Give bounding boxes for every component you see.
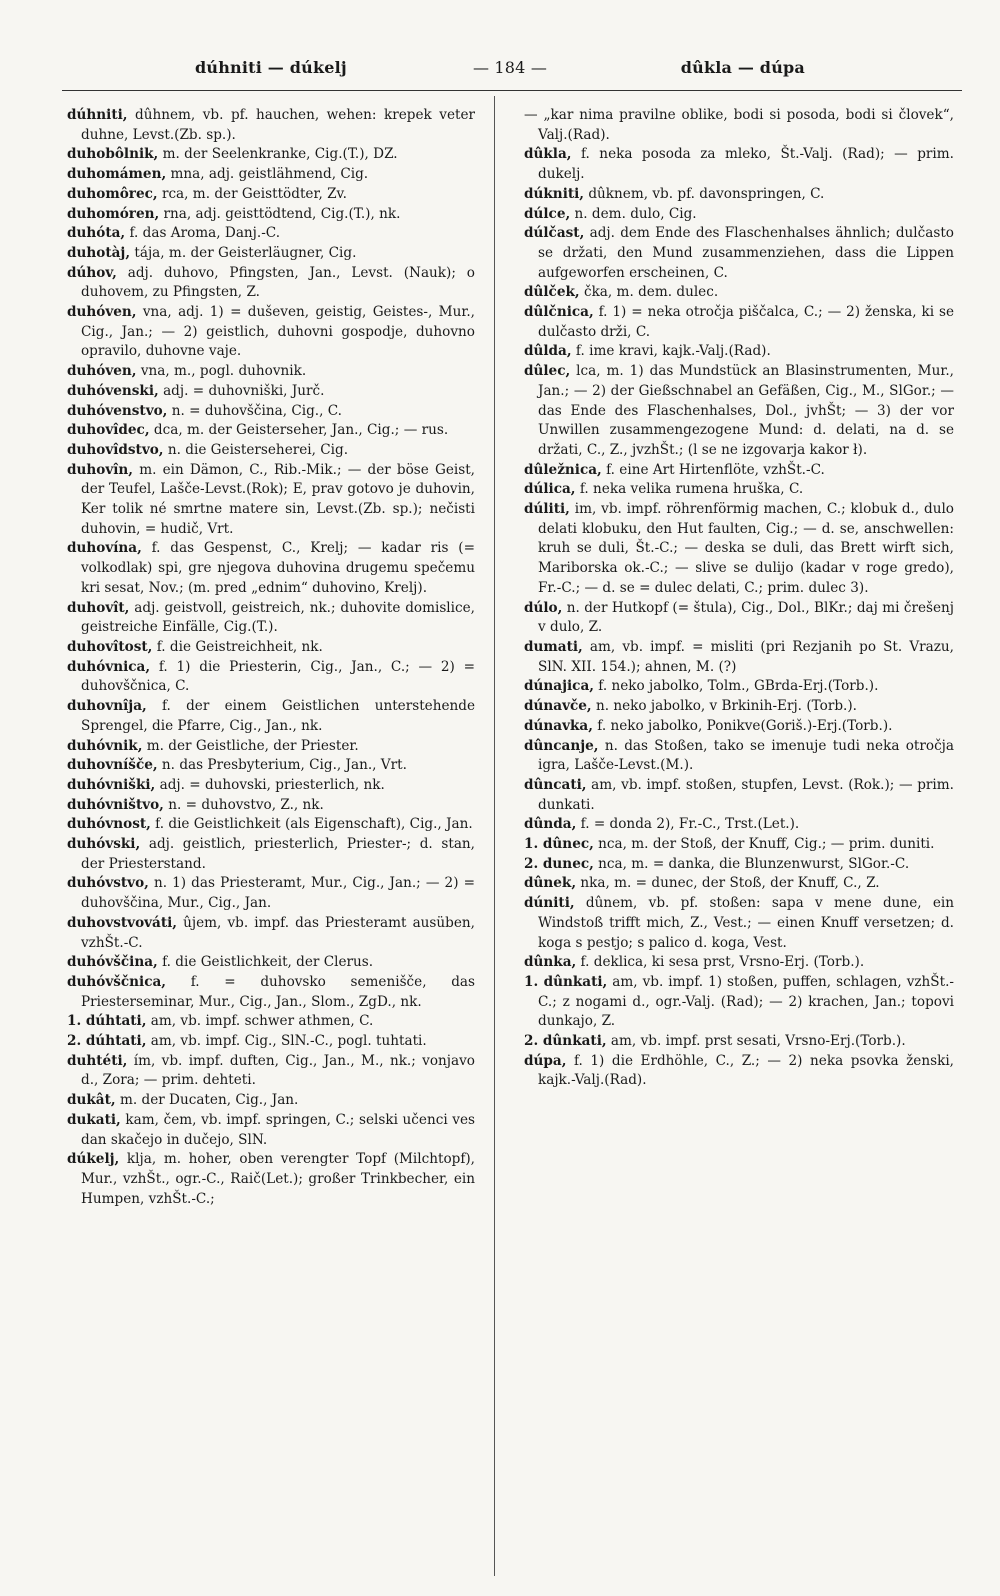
entry-definition: f. neka velika rumena hruška, C. [575, 481, 804, 498]
entry-headword: dûnka, [524, 954, 577, 971]
entry-headword: duhóvski, [67, 836, 141, 853]
entry-headword: dûncanje, [524, 737, 599, 754]
entry-definition: n. das Stoßen, tako se imenuje tudi neka otročja igra, Lašče-Levst.(M.). [538, 737, 954, 774]
entry-definition: rna, adj. geisttödtend, Cig.(T.), nk. [159, 205, 401, 222]
entry-definition: adj. geistlich, priesterlich, Priester-; d. stan, der Priesterstand. [81, 836, 475, 872]
dictionary-entry [524, 973, 954, 1032]
entry-definition: am, vb. impf. schwer athmen, C. [146, 1013, 374, 1030]
dictionary-entry [67, 815, 475, 835]
dictionary-entry [67, 165, 475, 185]
entry-definition: am, vb. impf. 1) stoßen, puffen, schlagen, vzhŠt.-C.; z nogami d., ogr.-Valj. (Rad); — 2) krachen, Jan.; topovi dunkajo, Z. [538, 973, 954, 1030]
entry-definition: vna, m., pogl. duhovnik. [136, 363, 307, 380]
entry-definition: f. der einem Geistlichen unterstehende Sprengel, die Pfarre, Cig., Jan., nk. [81, 698, 475, 734]
dictionary-entry [524, 855, 954, 875]
dictionary-entry [67, 1032, 475, 1052]
entry-definition: rca, m. der Geisttödter, Zv. [157, 185, 347, 202]
entry-headword: dúnajica, [524, 678, 594, 695]
entry-headword: dúnavče, [524, 698, 592, 715]
entry-headword: dúliti, [524, 501, 570, 518]
dictionary-entry [524, 1032, 954, 1052]
dictionary-entry [67, 303, 475, 362]
entry-headword: duhóvstvo, [67, 875, 149, 892]
entry-headword: dúlce, [524, 205, 571, 222]
dictionary-entry [524, 224, 954, 283]
dictionary-entry [524, 145, 954, 184]
entry-headword: dûležnica, [524, 461, 602, 478]
entry-definition: klja, m. hoher, oben verengter Topf (Milchtopf), Mur., vzhŠt., ogr.-C., Raič(Let.); großer Trinkbecher, ein Humpen, vzhŠt.-C.; [81, 1151, 475, 1207]
entry-definition: nca, m. der Stoß, der Knuff, Cig.; — prim. duniti. [593, 836, 935, 853]
entry-definition: mna, adj. geistlähmend, Cig. [166, 166, 369, 183]
dictionary-entry [67, 1091, 475, 1111]
entry-headword: dûlček, [524, 284, 580, 301]
entry-definition: f. die Geistlichkeit (als Eigenschaft), Cig., Jan. [150, 816, 473, 833]
entry-definition: m. der Geistliche, der Priester. [142, 737, 359, 754]
entry-headword: dûncati, [524, 776, 587, 793]
entry-headword: dúnavka, [524, 717, 593, 734]
entry-headword: 2. dûnkati, [524, 1033, 607, 1050]
entry-headword: dúkelj, [67, 1151, 120, 1168]
entry-definition: n. = duhovščina, Cig., C. [167, 402, 343, 419]
entry-headword: duhomóren, [67, 205, 160, 222]
dictionary-entry [524, 894, 954, 953]
entry-definition: adj. = duhovski, priesterlich, nk. [155, 776, 385, 793]
entry-headword: duhotàj, [67, 244, 131, 261]
entry-headword: dûlda, [524, 343, 572, 360]
dictionary-entry [524, 599, 954, 638]
dictionary-entry [524, 342, 954, 362]
entry-definition: n. der Hutkopf (= štula), Cig., Dol., BlKr.; daj mi črešenj v dulo, Z. [538, 599, 954, 636]
entry-headword: duhovstvováti, [67, 914, 178, 931]
entry-definition: kam, čem, vb. impf. springen, C.; selski učenci ves dan skačejo in dučejo, SlN. [81, 1111, 475, 1148]
header-rule [62, 90, 962, 91]
entry-headword: duhóvenstvo, [67, 402, 168, 419]
dictionary-entry [524, 205, 954, 225]
dictionary-entry [67, 461, 475, 540]
dictionary-entry [67, 658, 475, 697]
header-right-range: dûkla — dúpa [680, 58, 805, 77]
entry-definition: f. die Geistreichheit, nk. [152, 638, 323, 655]
entry-headword: duhóvščina, [67, 954, 158, 971]
entry-headword: duhóvnik, [67, 737, 143, 754]
dictionary-entry [67, 737, 475, 757]
entry-definition: am, vb. impf. Cig., SlN.-C., pogl. tuhtati. [146, 1033, 427, 1050]
entry-headword: 1. dûnkati, [524, 973, 608, 990]
entry-definition: f. eine Art Hirtenflöte, vzhŠt.-C. [601, 461, 825, 478]
entry-definition: f. ime kravi, kajk.-Valj.(Rad). [571, 343, 771, 360]
entry-headword: dúhniti, [67, 107, 128, 123]
dictionary-entry [524, 874, 954, 894]
entry-headword: dúpa, [524, 1052, 567, 1069]
entry-headword: duhóven, [67, 304, 137, 321]
entry-headword: duhovît, [67, 599, 130, 616]
entry-headword: duhovníšče, [67, 757, 158, 774]
entry-definition: dûknem, vb. pf. davonspringen, C. [584, 185, 825, 202]
entry-definition: adj. dem Ende des Flaschenhalses ähnlich; dulčasto se držati, den Mund zusammenziehen, dass die Lippen aufgeworfen erscheinen, C. [538, 225, 954, 281]
dictionary-entry [67, 185, 475, 205]
entry-definition: f. 1) die Erdhöhle, C., Z.; — 2) neka psovka ženski, kajk.-Valj.(Rad). [538, 1052, 954, 1089]
dictionary-entry [67, 205, 475, 225]
entry-headword: dukati, [67, 1111, 121, 1128]
right-column [524, 106, 954, 1091]
dictionary-entry [67, 145, 475, 165]
entry-definition: m. der Ducaten, Cig., Jan. [115, 1092, 299, 1109]
entry-headword: duhobôlnik, [67, 146, 159, 163]
dictionary-entry [67, 835, 475, 874]
dictionary-entry [67, 1052, 475, 1091]
dictionary-entry [524, 737, 954, 776]
dictionary-entry [67, 638, 475, 658]
entry-headword: dúlo, [524, 599, 563, 616]
dictionary-entry [524, 1052, 954, 1091]
entry-headword: duhóvništvo, [67, 796, 164, 813]
entry-definition: f. = donda 2), Fr.-C., Trst.(Let.). [576, 816, 800, 833]
page-number: — 184 — [472, 58, 548, 77]
entry-headword: duhóven, [67, 363, 137, 380]
dictionary-entry [67, 914, 475, 953]
dictionary-entry [67, 874, 475, 913]
dictionary-entry [524, 835, 954, 855]
entry-headword: dúkniti, [524, 185, 585, 202]
dictionary-entry [67, 756, 475, 776]
entry-definition: n. 1) das Priesteramt, Mur., Cig., Jan.; — 2) = duhovščina, Mur., Cig., Jan. [81, 875, 475, 912]
entry-definition: f. 1) = neka otročja piščalca, C.; — 2) ženska, ki se dulčasto drži, C. [538, 304, 954, 340]
dictionary-entry [67, 106, 475, 145]
dictionary-entry [67, 599, 475, 638]
entry-headword: dúniti, [524, 895, 575, 912]
entry-definition: n. neko jabolko, v Brkinih-Erj. (Torb.). [591, 698, 857, 715]
entry-definition: n. das Presbyterium, Cig., Jan., Vrt. [157, 757, 407, 774]
entry-definition: f. die Geistlichkeit, der Clerus. [157, 954, 374, 971]
dictionary-entry [524, 303, 954, 342]
entry-definition: nka, m. = dunec, der Stoß, der Knuff, C., Z. [576, 875, 880, 892]
dictionary-entry [67, 244, 475, 264]
entry-definition: ím, vb. impf. duften, Cig., Jan., M., nk.; vonjavo d., Zora; — prim. dehteti. [81, 1052, 475, 1089]
entry-definition: adj. geistvoll, geistreich, nk.; duhovite domislice, geistreiche Einfälle, Cig.(T.). [81, 599, 475, 636]
dictionary-entry [524, 362, 954, 461]
dictionary-entry [67, 224, 475, 244]
entry-definition: čka, m. dem. dulec. [579, 284, 719, 301]
dictionary-entry [67, 441, 475, 461]
entry-headword: duhóvščnica, [67, 973, 167, 990]
dictionary-entry [524, 480, 954, 500]
entry-definition: vna, adj. 1) = duševen, geistig, Geistes-, Mur., Cig., Jan.; — 2) geistlich, duhovni gospodje, duhovno opravilo, duhovne vaje. [81, 304, 475, 360]
dictionary-entry [67, 776, 475, 796]
entry-definition: m. ein Dämon, C., Rib.-Mik.; — der böse Geist, der Teufel, Lašče-Levst.(Rok); E, prav gotovo je duhovin, Ker tolik né smrtne matere sin, Levst.(Zb. sp.); nečisti duhovin, = hudič, Vrt. [81, 461, 475, 537]
dictionary-entry [524, 717, 954, 737]
entry-headword: dûlec, [524, 363, 571, 380]
dictionary-entry [67, 1150, 475, 1209]
entry-headword: dúhov, [67, 264, 117, 281]
left-column [67, 106, 475, 1209]
entry-definition: f. das Aroma, Danj.-C. [125, 225, 281, 242]
entry-headword: duhóvniški, [67, 776, 156, 793]
dictionary-entry [67, 953, 475, 973]
entry-headword: duhomôrec, [67, 185, 158, 202]
entry-headword: 2. dúhtati, [67, 1033, 147, 1050]
entry-definition: f. = duhovsko semenišče, das Priesterseminar, Mur., Cig., Jan., Slom., ZgD., nk. [81, 973, 475, 1010]
entry-definition: f. neko jabolko, Ponikve(Goriš.)-Erj.(Torb.). [592, 717, 893, 734]
entry-definition: adj. = duhovniški, Jurč. [158, 382, 325, 399]
entry-headword: dumati, [524, 638, 583, 655]
entry-headword: dúlčast, [524, 225, 585, 242]
dictionary-entry [524, 697, 954, 717]
dictionary-entry [67, 402, 475, 422]
entry-headword: dûnek, [524, 875, 577, 892]
entry-headword: duhovîdec, [67, 422, 150, 439]
entry-headword: duhovîn, [67, 461, 134, 478]
entry-definition: dûhnem, vb. pf. hauchen, wehen: krepek veter duhne, Levst.(Zb. sp.). [81, 107, 475, 143]
entry-headword: duhóvnica, [67, 658, 151, 675]
entry-definition: m. der Seelenkranke, Cig.(T.), DZ. [158, 146, 398, 163]
entry-headword: 1. dúhtati, [67, 1013, 147, 1030]
dictionary-entry [67, 264, 475, 303]
dictionary-entry [67, 539, 475, 598]
entry-headword: duhomámen, [67, 166, 167, 183]
dictionary-entry [67, 1111, 475, 1150]
dictionary-entry [524, 283, 954, 303]
dictionary-entry [524, 815, 954, 835]
entry-definition: — „kar nima pravilne oblike, bodi si posoda, bodi si človek“, Valj.(Rad). [524, 107, 954, 143]
entry-definition: am, vb. impf. = misliti (pri Rezjanih po St. Vrazu, SlN. XII. 154.); ahnen, M. (?) [538, 638, 954, 675]
entry-definition: lca, m. 1) das Mundstück an Blasinstrumenten, Mur., Jan.; — 2) der Gießschnabel an Gefäßen, Cig., M., SlGor.; — das Ende des Flaschenhalses, Dol., jvhŠt; — 3) der vor Unwillen zusammengezogene Mund: d. delati, na d. se držati, C., Z., jvzhŠt.; (l se ne izgovarja kakor ł). [538, 363, 954, 458]
entry-headword: 2. dunec, [524, 855, 594, 872]
header-left-range: dúhniti — dúkelj [195, 58, 347, 77]
entry-headword: dûnda, [524, 816, 577, 833]
entry-definition: dûnem, vb. pf. stoßen: sapa v mene dune, ein Windstoß trifft mich, Z., Vest.; — einen Knuff versetzen; d. koga s pestjo; s palico d. koga, Vest. [538, 895, 954, 951]
dictionary-entry [524, 638, 954, 677]
dictionary-entry [524, 185, 954, 205]
dictionary-entry [67, 421, 475, 441]
entry-definition: n. dem. dulo, Cig. [570, 205, 697, 222]
dictionary-entry [67, 973, 475, 1012]
entry-headword: 1. dûnec, [524, 836, 594, 853]
entry-definition: f. 1) die Priesterin, Cig., Jan., C.; — 2) = duhovščnica, C. [81, 658, 475, 695]
entry-headword: duhovnîja, [67, 698, 147, 715]
entry-headword: dukât, [67, 1092, 116, 1109]
dictionary-entry [524, 106, 954, 145]
column-divider [494, 96, 495, 1576]
entry-definition: am, vb. impf. stoßen, stupfen, Levst. (Rok.); — prim. dunkati. [538, 776, 954, 813]
dictionary-entry [524, 500, 954, 599]
dictionary-entry [524, 461, 954, 481]
dictionary-entry [524, 776, 954, 815]
dictionary-entry [67, 1012, 475, 1032]
entry-definition: f. neko jabolko, Tolm., GBrda-Erj.(Torb.). [593, 678, 879, 695]
entry-definition: im, vb. impf. röhrenförmig machen, C.; klobuk d., dulo delati klobuku, den Hut faulten, Cig.; — d. se, anschwellen: kruh se duli, Št.-C.; — deska se duli, das Brett wirft sich, Mariborska ok.-C.; — slive se dulijo (kadar v roge gredo), Fr.-C.; — d. se = dulec delati, C.; prim. dulec 3). [538, 501, 954, 596]
entry-headword: duhóta, [67, 225, 126, 242]
entry-headword: dúlica, [524, 481, 576, 498]
dictionary-entry [524, 953, 954, 973]
entry-headword: dûlčnica, [524, 304, 594, 321]
entry-headword: duhovîdstvo, [67, 441, 164, 458]
entry-definition: f. das Gespenst, C., Krelj; — kadar ris (= volkodlak) spi, gre njegova duhovina drugemu spečemu kri sesat, Nov.; (m. pred „ednim“ duhovino, Krelj). [81, 540, 475, 596]
dictionary-entry [524, 677, 954, 697]
entry-definition: f. neka posoda za mleko, Št.-Valj. (Rad); — prim. dukelj. [538, 146, 954, 183]
dictionary-entry [67, 796, 475, 816]
entry-definition: dca, m. der Geisterseher, Jan., Cig.; — rus. [149, 422, 449, 439]
entry-headword: duhtéti, [67, 1052, 128, 1069]
entry-headword: duhóvenski, [67, 382, 159, 399]
entry-headword: duhovîtost, [67, 638, 153, 655]
dictionary-entry [67, 697, 475, 736]
dictionary-entry [67, 362, 475, 382]
entry-definition: adj. duhovo, Pfingsten, Jan., Levst. (Nauk); o duhovem, zu Pfingsten, Z. [81, 264, 475, 301]
entry-headword: duhovína, [67, 540, 142, 557]
entry-headword: duhóvnost, [67, 816, 151, 833]
entry-definition: am, vb. impf. prst sesati, Vrsno-Erj.(Torb.). [606, 1033, 906, 1050]
dictionary-entry [67, 382, 475, 402]
entry-definition: ûjem, vb. impf. das Priesteramt ausüben, vzhŠt.-C. [81, 914, 475, 951]
page-header [60, 58, 960, 88]
entry-definition: nca, m. = danka, die Blunzenwurst, SlGor.-C. [593, 855, 910, 872]
entry-definition: tája, m. der Geisterläugner, Cig. [130, 244, 357, 261]
entry-definition: f. deklica, ki sesa prst, Vrsno-Erj. (Torb.). [576, 954, 865, 971]
entry-headword: dûkla, [524, 146, 572, 163]
entry-definition: n. die Geisterseherei, Cig. [163, 441, 349, 458]
entry-definition: n. = duhovstvo, Z., nk. [163, 796, 324, 813]
